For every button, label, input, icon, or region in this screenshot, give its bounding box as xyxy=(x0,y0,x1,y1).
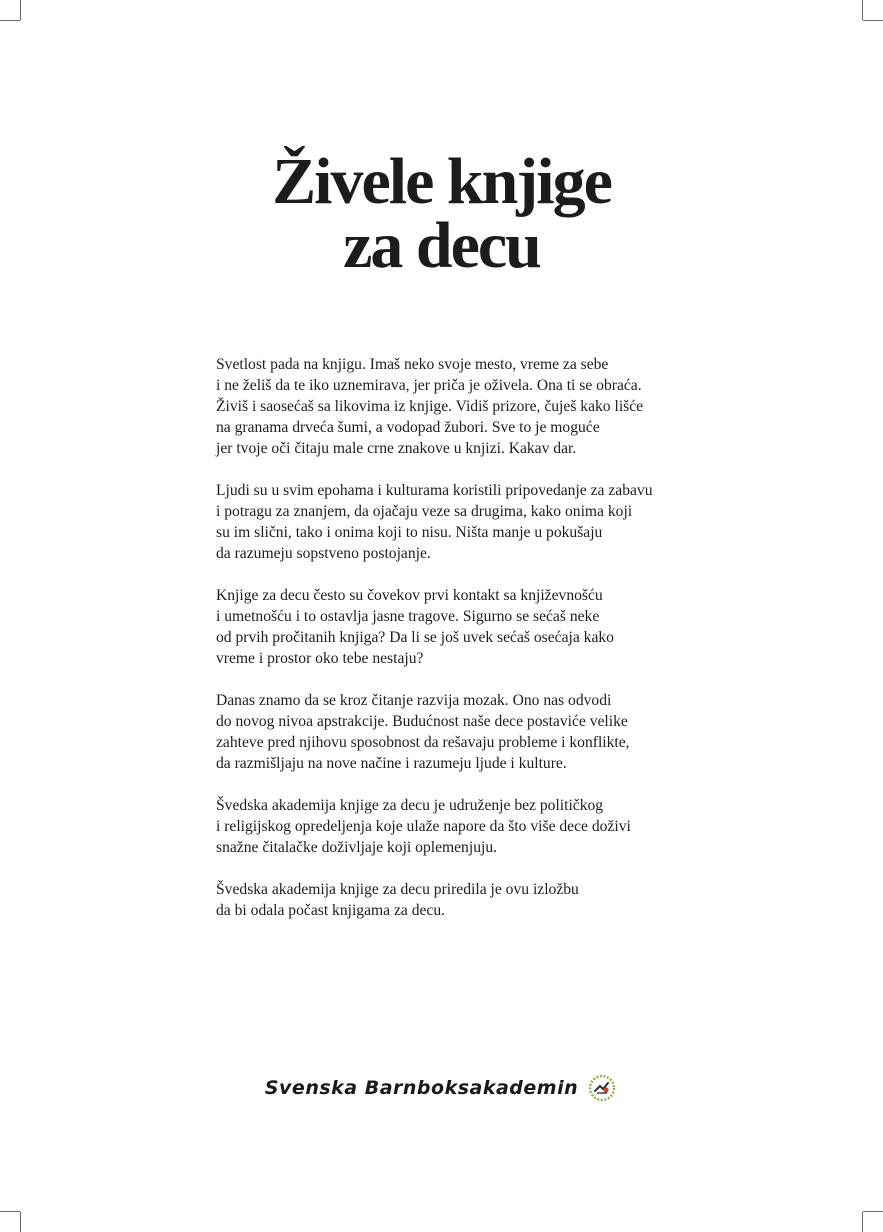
paragraph-2 xyxy=(216,480,676,564)
paragraph-line: i umetnošću i to ostavlja jasne tragove. Sigurno se sećaš neke xyxy=(216,608,600,625)
paragraph-line: do novog nivoa apstrakcije. Budućnost naše dece postaviće velike xyxy=(216,713,628,730)
paragraph-line: zahteve pred njihovu sposobnost da rešavaju probleme i konflikte, xyxy=(216,734,630,751)
paragraph-line: od prvih pročitanih knjiga? Da li se još uvek sećaš osećaja kako xyxy=(216,629,614,646)
paragraph-line: jer tvoje oči čitaju male crne znakove u knjizi. Kakav dar. xyxy=(216,440,577,457)
title-line-1: Živele knjige xyxy=(272,145,611,218)
paragraph-6 xyxy=(216,879,676,921)
crop-mark-top-right-h xyxy=(863,20,883,21)
crop-mark-top-left xyxy=(20,0,21,20)
paragraph-line: na granama drveća šumi, a vodopad žubori. Sve to je moguće xyxy=(216,419,600,436)
academy-emblem-icon xyxy=(586,1072,618,1104)
paragraph-line: Švedska akademija knjige za decu je udruženje bez političkog xyxy=(216,797,604,814)
paragraph-3 xyxy=(216,585,676,669)
paragraph-line: su im slični, tako i onima koji to nisu. Ništa manje u pokušaju xyxy=(216,524,603,541)
paragraph-4 xyxy=(216,690,676,774)
paragraph-line: Knjige za decu često su čovekov prvi kontakt sa književnošću xyxy=(216,587,603,604)
crop-mark-bottom-left xyxy=(20,1212,21,1232)
crop-mark-top-left-h xyxy=(0,20,20,21)
paragraph-line: Živiš i saosećaš sa likovima iz knjige. Vidiš prizore, čuješ kako lišće xyxy=(216,398,644,415)
title-line-2: za decu xyxy=(343,209,540,282)
crop-mark-bottom-right xyxy=(862,1212,863,1232)
crop-mark-bottom-right-h xyxy=(863,1211,883,1212)
paragraph-line: da razmišljaju na nove načine i razumeju ljude i kulture. xyxy=(216,755,567,772)
footer-logo xyxy=(0,1072,883,1104)
paragraph-line: i religijskog opredeljenja koje ulaže napore da što više dece doživi xyxy=(216,818,631,835)
paragraph-line: Ljudi su u svim epohama i kulturama koristili pripovedanje za zabavu xyxy=(216,482,653,499)
crop-mark-bottom-left-h xyxy=(0,1211,20,1212)
paragraph-line: snažne čitalačke doživljaje koji oplemenjuju. xyxy=(216,839,498,856)
paragraph-line: Svetlost pada na knjigu. Imaš neko svoje mesto, vreme za sebe xyxy=(216,356,609,373)
paragraph-line: da bi odala počast knjigama za decu. xyxy=(216,902,446,919)
crop-mark-top-right xyxy=(862,0,863,20)
body-text xyxy=(216,354,676,942)
paragraph-line: Švedska akademija knjige za decu priredila je ovu izložbu xyxy=(216,881,579,898)
paragraph-line: Danas znamo da se kroz čitanje razvija mozak. Ono nas odvodi xyxy=(216,692,612,709)
paragraph-5 xyxy=(216,795,676,858)
paragraph-line: da razumeju sopstveno postojanje. xyxy=(216,545,431,562)
paragraph-1 xyxy=(216,354,676,459)
paragraph-line: vreme i prostor oko tebe nestaju? xyxy=(216,650,424,667)
logo-wordmark: Svenska Barnboksakademin xyxy=(264,1077,579,1099)
page-title xyxy=(0,145,883,282)
paragraph-line: i potragu za znanjem, da ojačaju veze sa drugima, kako onima koji xyxy=(216,503,633,520)
paragraph-line: i ne želiš da te iko uznemirava, jer priča je oživela. Ona ti se obraća. xyxy=(216,377,642,394)
